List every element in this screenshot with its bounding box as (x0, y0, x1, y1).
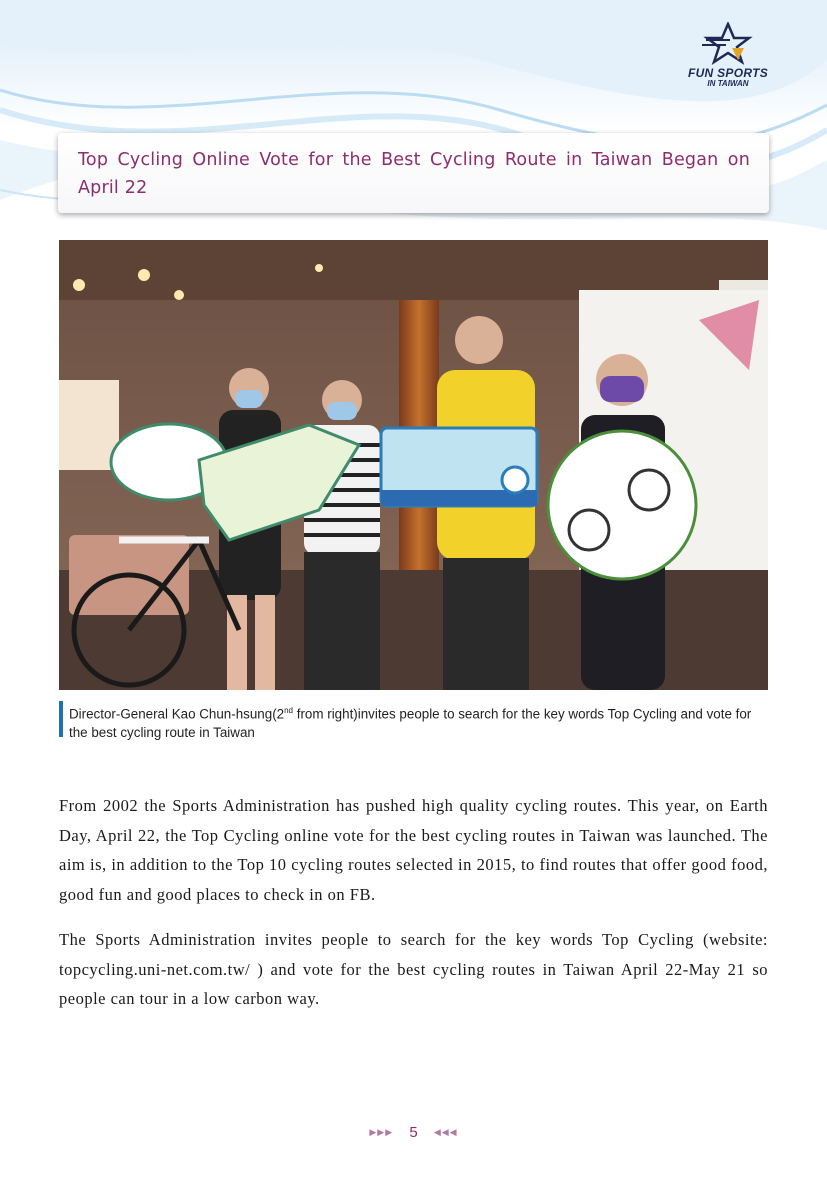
event-photo-illustration (59, 240, 768, 690)
article-photo (59, 240, 768, 690)
fun-sports-logo (686, 22, 770, 90)
photo-caption (59, 701, 768, 741)
page-arrows-right: ◀◀◀ (433, 1127, 458, 1137)
page-number: 5 (409, 1124, 418, 1141)
page-footer (0, 1124, 827, 1141)
article-title: Top Cycling Online Vote for the Best Cycling Route in Taiwan Began on April 22 (78, 150, 750, 198)
article-title-box (58, 133, 769, 213)
body-paragraph: From 2002 the Sports Administration has pushed high quality cycling routes. This year, on Earth Day, April 22, the Top Cycling online vote for the best cycling routes in Taiwan was launched. The aim is, in addition to the Top 10 cycling routes selected in 2015, to find routes that offer good food, good fun and good places to check in on FB. (59, 796, 768, 904)
logo-line-2: IN TAIWAN (707, 79, 749, 88)
body-paragraph: The Sports Administration invites people to search for the key words Top Cycling (website: topcycling.uni-net.com.tw/ ) and vote for the best cycling routes in Taiwan April 22-May 21 so people can tour in a low carbon way. (59, 930, 768, 1008)
article-body (59, 791, 768, 1030)
logo-star-icon (686, 22, 770, 66)
caption-superscript: nd (284, 706, 294, 715)
page-arrows-left: ▶▶▶ (369, 1127, 394, 1137)
caption-text-end: from right)invites people to search for the key words Top Cycling and vote for the best cycling route in Taiwan (69, 706, 752, 741)
caption-text-start: Director-General Kao Chun-hsung(2 (69, 706, 285, 722)
logo-line-1: FUN SPORTS (687, 66, 769, 80)
